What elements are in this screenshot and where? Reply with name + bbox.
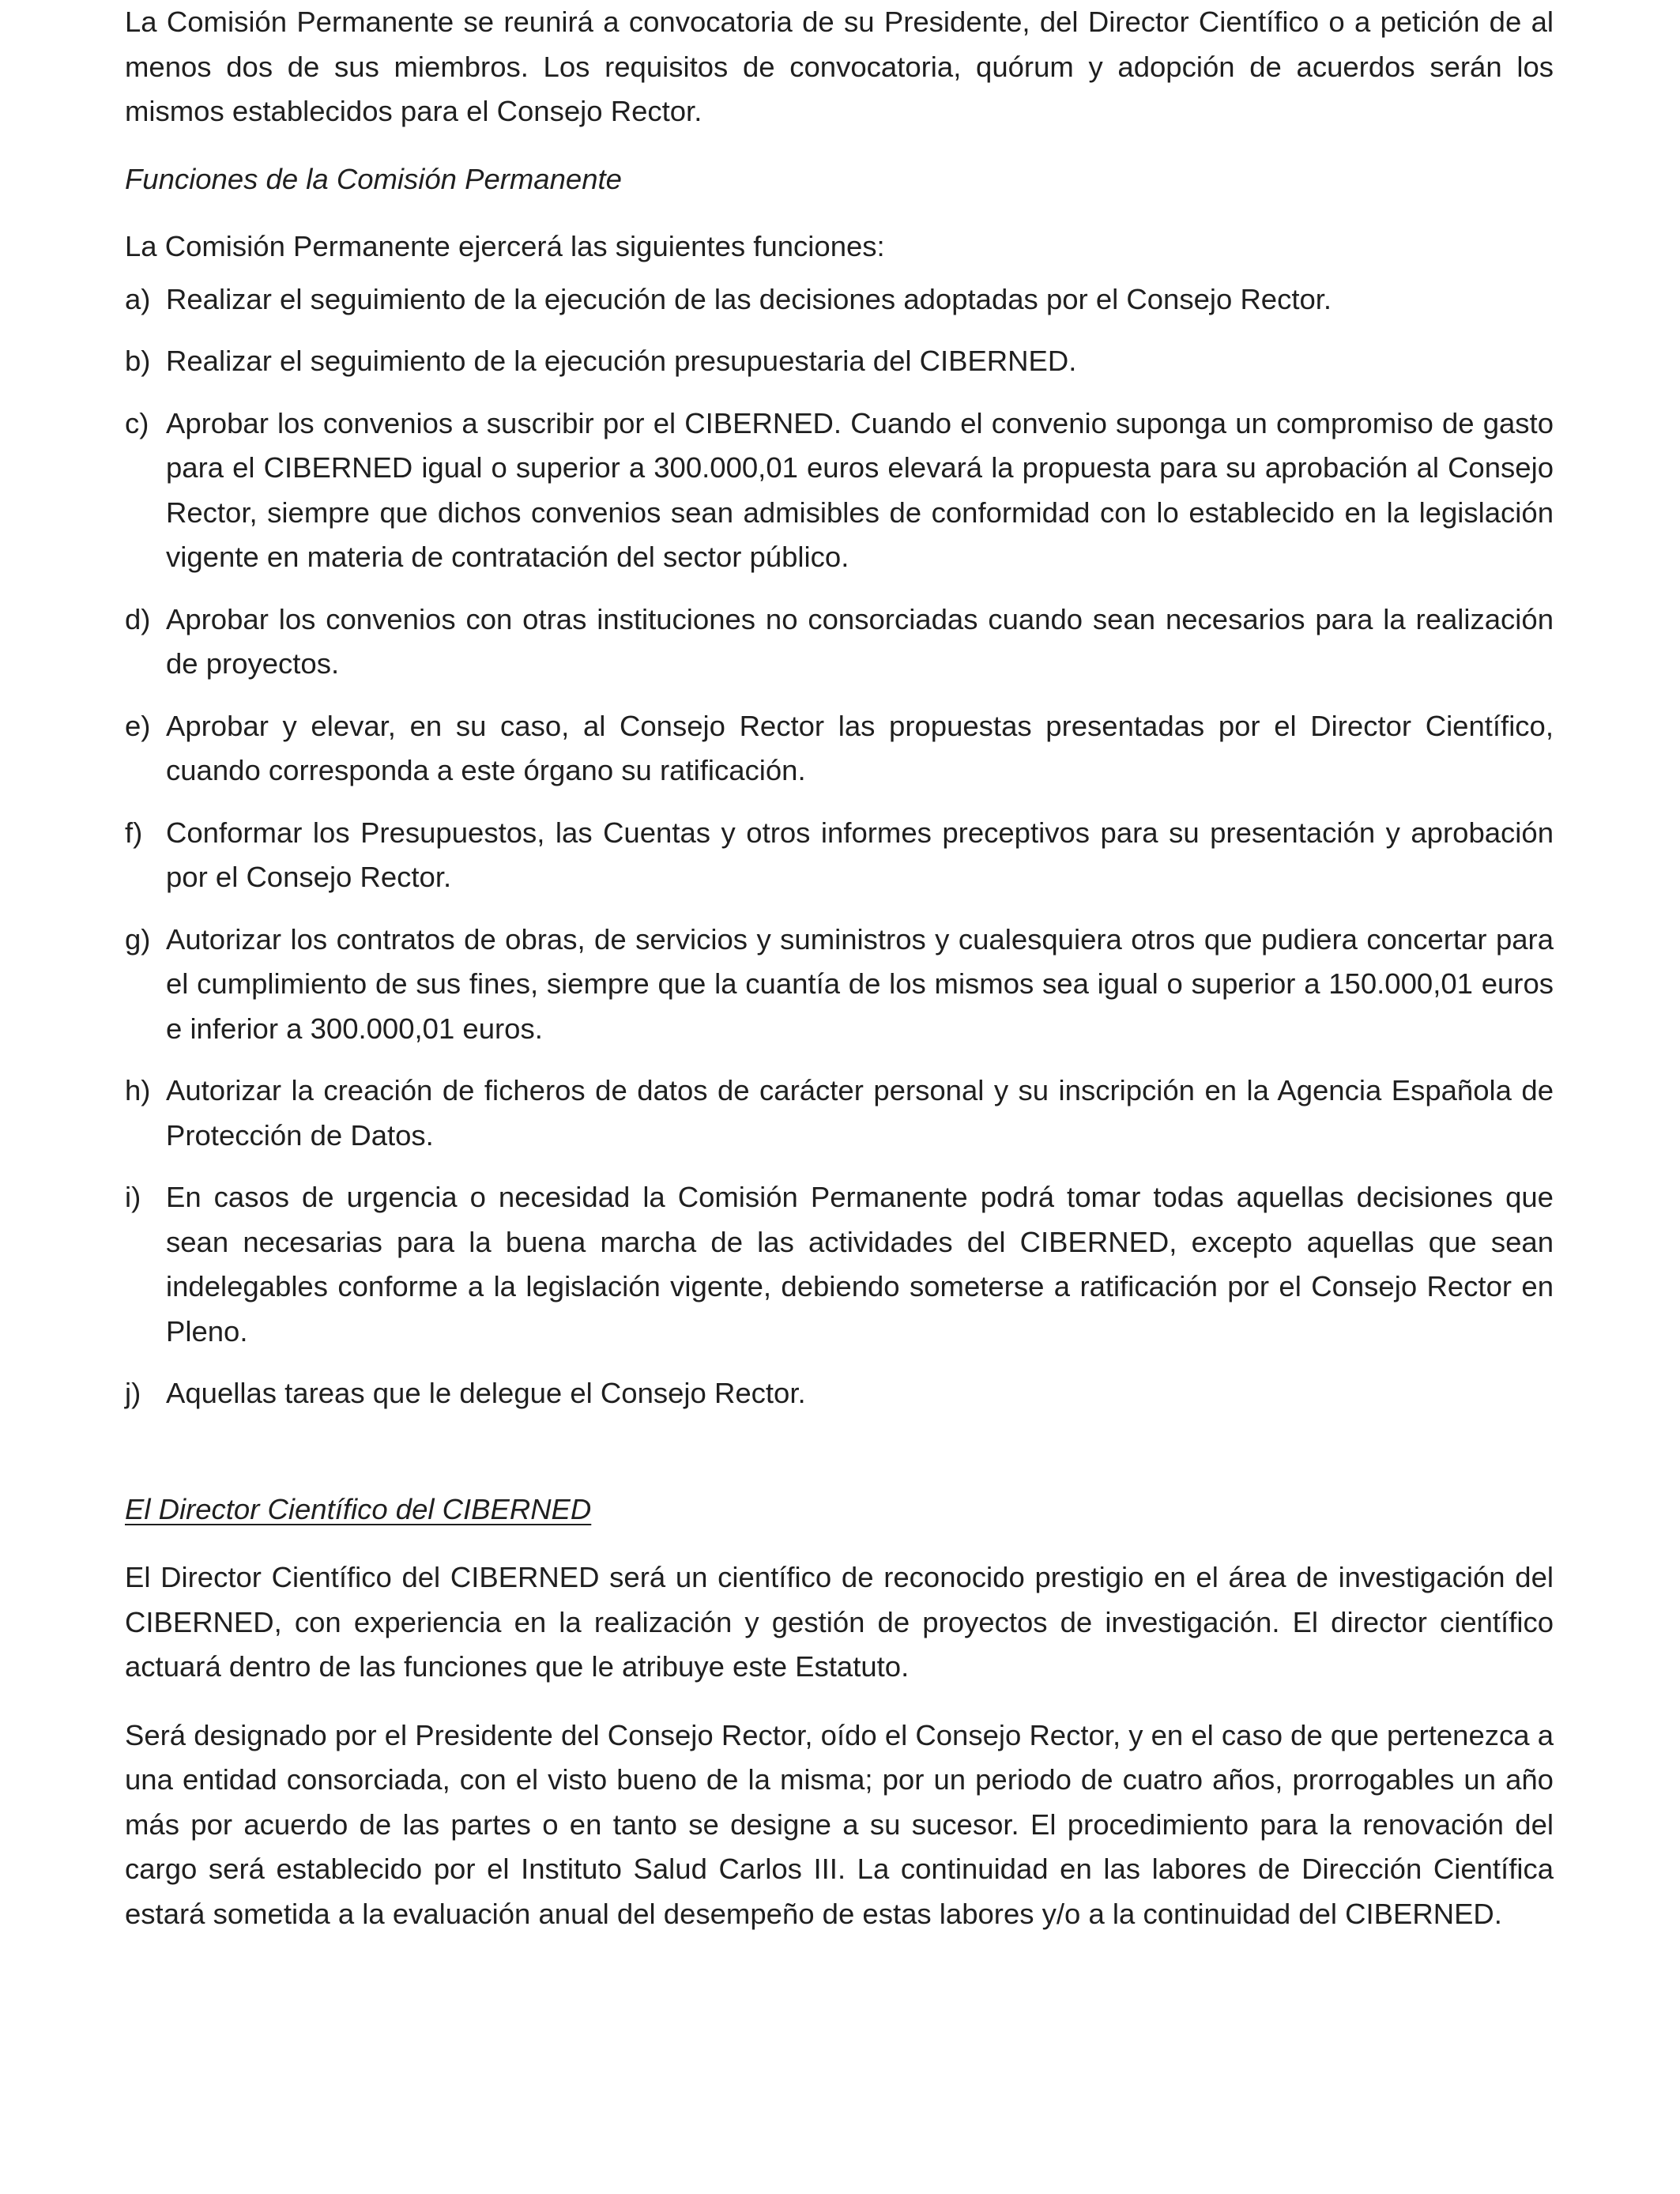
list-item-text: Conformar los Presupuestos, las Cuentas y otros informes preceptivos para su presentación y aprobación por el Consejo Rector. bbox=[166, 816, 1554, 893]
functions-lead: La Comisión Permanente ejercerá las siguientes funciones: bbox=[125, 230, 885, 262]
list-item bbox=[125, 277, 1554, 322]
functions-list bbox=[125, 277, 1554, 1416]
list-marker: c) bbox=[125, 406, 149, 439]
document-page bbox=[125, 0, 1554, 1936]
list-item bbox=[125, 1371, 1554, 1416]
list-item bbox=[125, 918, 1554, 1052]
list-item bbox=[125, 1069, 1554, 1158]
list-item bbox=[125, 1175, 1554, 1354]
list-item-text: Aquellas tareas que le delegue el Consejo Rector. bbox=[166, 1377, 806, 1409]
list-marker: b) bbox=[125, 345, 151, 377]
functions-heading: Funciones de la Comisión Permanente bbox=[125, 162, 622, 195]
director-paragraph-2: Será designado por el Presidente del Consejo Rector, oído el Consejo Rector, y en el caso de que pertenezca a una entidad consorciada, con el visto bueno de la misma; por un periodo de cuatro años, prorrogables un año más por acuerdo de las partes o en tanto se designe a su sucesor. El procedimiento para la renovación del cargo será establecido por el Instituto Salud Carlos III. La continuidad en las labores de Dirección Científica estará sometida a la evaluación anual del desempeño de estas labores y/o a la continuidad del CIBERNED. bbox=[125, 1718, 1554, 1930]
list-marker: g) bbox=[125, 922, 151, 956]
list-marker: d) bbox=[125, 602, 151, 635]
list-item-text: En casos de urgencia o necesidad la Comisión Permanente podrá tomar todas aquellas decisiones que sean necesarias para la buena marcha de las actividades del CIBERNED, excepto aquellas que sean indelegables conforme a la legislación vigente, debiendo someterse a ratificación por el Consejo Rector en Pleno. bbox=[166, 1181, 1554, 1348]
list-item-text: Realizar el seguimiento de la ejecución de las decisiones adoptadas por el Consejo Rector. bbox=[166, 282, 1332, 315]
list-marker: h) bbox=[125, 1074, 151, 1106]
list-item-text: Aprobar los convenios a suscribir por el CIBERNED. Cuando el convenio suponga un compromiso de gasto para el CIBERNED igual o superior a 300.000,01 euros elevará la propuesta para su aprobación al Consejo Rector, siempre que dichos convenios sean admisibles de conformidad con lo establecido en la legislación vigente en materia de contratación del sector público. bbox=[166, 406, 1554, 573]
list-marker: e) bbox=[125, 709, 151, 742]
list-item bbox=[125, 811, 1554, 900]
list-item-text: Autorizar la creación de ficheros de datos de carácter personal y su inscripción en la Agencia Española de Protección de Datos. bbox=[166, 1074, 1554, 1152]
list-marker: f) bbox=[125, 816, 143, 849]
list-item bbox=[125, 704, 1554, 794]
list-marker: a) bbox=[125, 282, 151, 315]
intro-paragraph: La Comisión Permanente se reunirá a convocatoria de su Presidente, del Director Científico o a petición de al menos dos de sus miembros. Los requisitos de convocatoria, quórum y adopción de acuerdos serán los mismos establecidos para el Consejo Rector. bbox=[125, 6, 1554, 127]
list-item bbox=[125, 598, 1554, 687]
list-item-text: Aprobar los convenios con otras instituciones no consorciadas cuando sean necesarios para la realización de proyectos. bbox=[166, 602, 1554, 680]
list-marker: i) bbox=[125, 1181, 141, 1213]
list-marker: j) bbox=[125, 1377, 141, 1409]
director-paragraph-1: El Director Científico del CIBERNED será un científico de reconocido prestigio en el área de investigación del CIBERNED, con experiencia en la realización y gestión de proyectos de investigación. El director científico actuará dentro de las funciones que le atribuye este Estatuto. bbox=[125, 1561, 1554, 1683]
list-item-text: Autorizar los contratos de obras, de servicios y suministros y cualesquiera otros que pudiera concertar para el cumplimiento de sus fines, siempre que la cuantía de los mismos sea igual o superior a 150.000,01 euros e inferior a 300.000,01 euros. bbox=[166, 922, 1554, 1045]
list-item bbox=[125, 401, 1554, 580]
list-item-text: Realizar el seguimiento de la ejecución presupuestaria del CIBERNED. bbox=[166, 345, 1077, 377]
director-section-title: El Director Científico del CIBERNED bbox=[125, 1492, 592, 1525]
list-item-text: Aprobar y elevar, en su caso, al Consejo Rector las propuestas presentadas por el Director Científico, cuando corresponda a este órgano su ratificación. bbox=[166, 709, 1554, 786]
list-item bbox=[125, 339, 1554, 384]
